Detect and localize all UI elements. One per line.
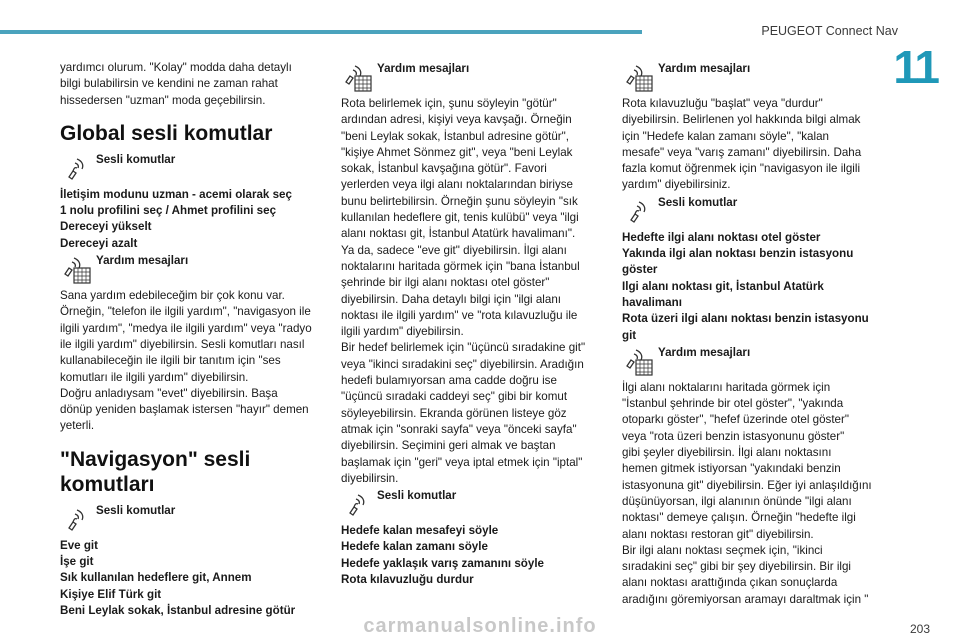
voice-commands-label: Sesli komutlar: [60, 502, 322, 536]
help-messages-label: Yardım mesajları: [60, 252, 322, 286]
voice-commands-label: Sesli komutlar: [341, 487, 603, 521]
help-message-icon: [341, 60, 375, 94]
heading-global-voice-commands: Global sesli komutlar: [60, 121, 273, 145]
global-commands-list: İletişim modunu uzman - acemi olarak seç 1 nolu profilini seç / Ahmet profilini seç Dereceyi yükselt Dereceyi azalt: [60, 187, 292, 250]
help-message-icon: [60, 252, 94, 286]
header-rule: [0, 30, 642, 34]
heading-navigation-voice-commands: "Navigasyon" sesli komutları: [60, 447, 251, 496]
help-text: Sana yardım edebileceğim bir çok konu var. Örneğin, "telefon ile ilgili yardım", "navigasyon ile ilgili yardım", "medya ile ilgili yardım" veya "radyo ile ilgili yardım" diyebilirsin. Sesli komutları nasıl kullanabileceğin ile ilgili bir tanıtım için "ses komutları ile ilgili yardım" diyebilirsin. Doğru anladıysam "evet" diyebilirsin. Başa dönüp yeniden başlamak istersen "hayır" demen yeterli.: [60, 289, 312, 433]
chapter-number: 11: [893, 41, 938, 93]
voice-command-icon: [60, 151, 94, 185]
help-message-icon: [622, 344, 656, 378]
help-text: Rota belirlemek için, şunu söyleyin "götür" ardından adresi, kişiyi veya kavşağı. Örneğin "beni Leylak sokak, İstanbul adresine götür", "kişiye Ahmet Sönmez git", veya "beni Leylak sokak, İstanbul kavşağına götür". Favori yerlerden veya ilgi alanı noktalarından biriyse bunu belirtebilirsin. Örneğin şunu söyleyin "sık kullanılan hedeflere git, tenis kulübü" veya "ilgi alanı noktası git, İstanbul Atatürk havalimanı". Ya da, sadece "eve git" diyebilirsin. İlgi alanı noktalarını haritada görmek için "bana İstanbul şehrinde bir ilgi alanı noktası otel göster" diyebilirsin. Daha detaylı bilgi için "ilgi alanı noktası ile ilgili yardım" ve "rota kılavuzluğu ile ilgili yardım" diyebilirsin. Bir hedef belirlemek için "üçüncü sıradakine git" veya "ikinci sıradakini seç" diyebilirsin. Aradığın hedefi bulamıyorsan ama cadde doğru ise "üçüncü sıradaki caddeyi seç" gibi bir komut söyleyebilirsin. Ekranda görünen listeye göz atmak için "sonraki sayfa" veya "önceki sayfa" diyebilirsin. Seçimini geri almak ve baştan başlamak için "geri" veya iptal etmek için "iptal" diyebilirsin.: [341, 97, 586, 485]
voice-command-icon: [341, 487, 375, 521]
help-messages-label: Yardım mesajları: [341, 60, 603, 94]
help-messages-label: Yardım mesajları: [622, 344, 884, 378]
watermark: carmanualsonline.info: [363, 615, 597, 637]
manual-title: PEUGEOT Connect Nav: [761, 24, 898, 38]
help-text: İlgi alanı noktalarını haritada görmek için "İstanbul şehrinde bir otel göster", "yakında otoparkı göster", "hefef üzerinde otel göster" veya "rota üzeri benzin istasyonunu göster" gibi şeyler diyebilirsin. İlgi alanı noktasını hemen gitmek istiyorsan "yakındaki benzin istasyonuna git" diyebilirsin. Eğer iyi anlaşıldığını düşünüyorsan, ilgi alanının önünde "ilgi alanı noktası" demeye çalışın. Örneğin "hedefte ilgi alanı noktası restoran git" diyebilirsin. Bir ilgi alanı noktası seçmek için, "ikinci sıradakini seç" gibi bir şey diyebilirsin. Bir ilgi alanı noktası arattığında çıkan sonuçlarda aradığını göremiyorsan aramayı daraltmak için ": [622, 380, 872, 606]
help-text: Rota kılavuzluğu "başlat" veya "durdur" diyebilirsin. Belirlenen yol hakkında bilgi almak için "Hedefe kalan zamanı söyle", "kalan mesafe" veya "varış zamanı" diyebilirsin. Daha fazla komut öğrenmek için "navigasyon ile ilgili yardım" diyebilirsiniz.: [622, 97, 862, 192]
page-number: 203: [909, 622, 930, 636]
route-commands-list: Hedefe kalan mesafeyi söyle Hedefe kalan zamanı söyle Hedefe yaklaşık varış zamanını söyle Rota kılavuzluğu durdur: [341, 524, 545, 587]
help-message-icon: [622, 60, 656, 94]
column-2: [341, 60, 603, 588]
intro-text: yardımcı olurum. "Kolay" modda daha detaylı bilgi bulabilirsin ve kendini ne zaman rahat hissedersen "uzman" moda geçebilirsin.: [60, 61, 292, 107]
navigation-commands-list: Eve git İşe git Sık kullanılan hedeflere git, Annem Kişiye Elif Türk git Beni Leylak sokak, İstanbul adresine götür: [60, 538, 296, 617]
column-1: [60, 60, 322, 619]
voice-command-icon: [622, 194, 656, 228]
column-3: [622, 60, 884, 608]
help-messages-label: Yardım mesajları: [622, 60, 884, 94]
poi-commands-list: Hedefte ilgi alanı noktası otel göster Yakında ilgi alan noktası benzin istasyonu göster Ilgi alanı noktası git, İstanbul Atatürk havalimanı Rota üzeri ilgi alanı noktası benzin istasyonu git: [622, 230, 869, 342]
voice-command-icon: [60, 502, 94, 536]
voice-commands-label: Sesli komutlar: [60, 151, 322, 185]
voice-commands-label: Sesli komutlar: [622, 194, 884, 228]
